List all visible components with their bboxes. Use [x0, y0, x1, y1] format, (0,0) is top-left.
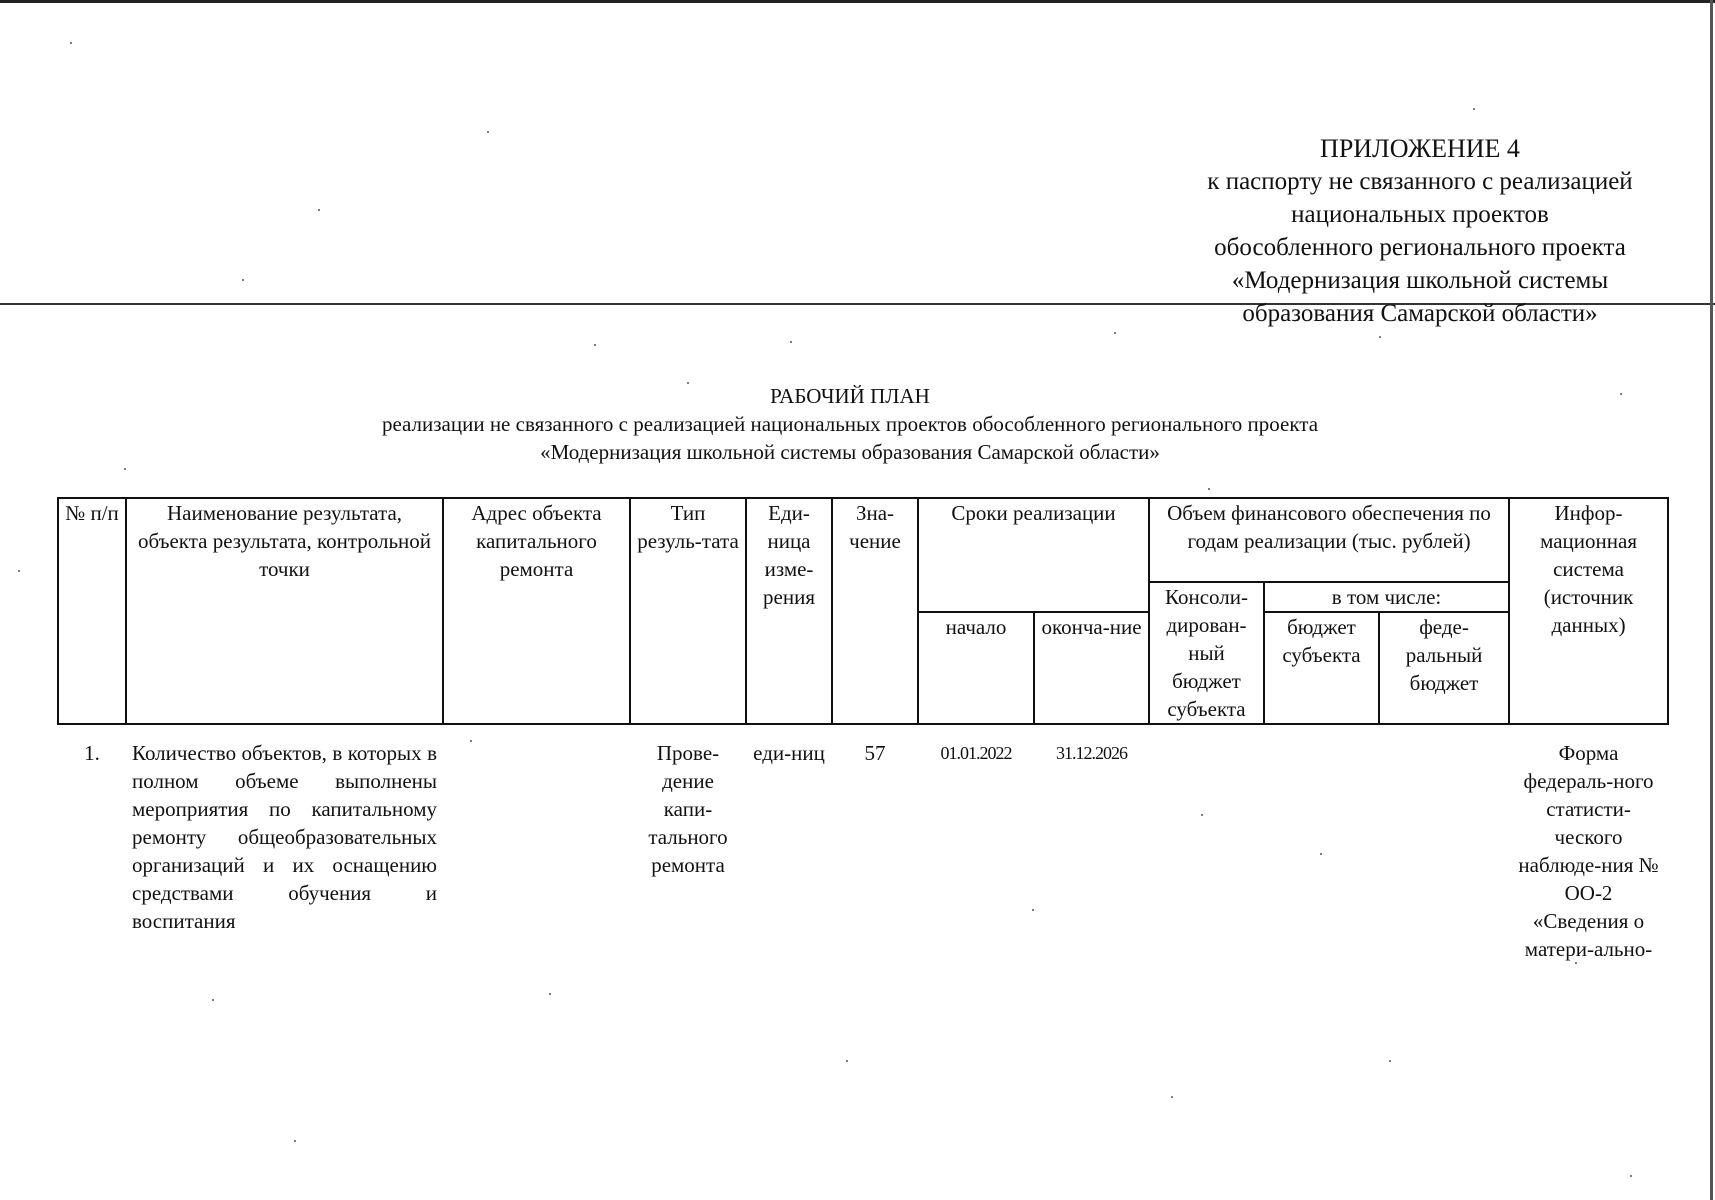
- scan-speck: [1630, 1175, 1632, 1177]
- row-num: 1.: [84, 741, 100, 765]
- header-federal-budget: феде-ральный бюджет: [1379, 612, 1509, 724]
- scan-speck: [294, 1140, 296, 1142]
- scan-speck: [1473, 108, 1475, 110]
- scan-speck: [487, 131, 489, 133]
- row-unit: еди-ниц: [753, 741, 825, 765]
- table-header: [58, 498, 1668, 724]
- row-name: Количество объектов, в которых в полном объеме выполнены мероприятия по капитальному ремонту общеобразовательных организаций и их оснащению средствами обучения и воспитания: [132, 741, 437, 933]
- scan-speck: [1032, 909, 1034, 911]
- scan-speck: [1620, 393, 1622, 395]
- row-consolidated-budget: [1149, 724, 1264, 963]
- table-row: [58, 724, 1668, 963]
- scan-speck: [124, 468, 126, 470]
- row-address: [443, 724, 630, 963]
- appendix-line: к паспорту не связанного с реализацией: [1207, 168, 1633, 195]
- plan-title-block: [200, 382, 1500, 466]
- scan-speck: [1389, 1060, 1391, 1062]
- scan-speck: [470, 740, 472, 742]
- header-name: Наименование результата, объекта результата, контрольной точки: [126, 498, 443, 724]
- row-value: 57: [864, 741, 886, 765]
- header-info-system: Инфор-мационная система (источник данных): [1509, 498, 1668, 724]
- header-including: в том числе:: [1264, 582, 1509, 612]
- scan-speck: [790, 341, 792, 343]
- scan-speck: [1379, 336, 1381, 338]
- scan-top-edge: [0, 0, 1715, 3]
- scan-speck: [594, 344, 596, 346]
- scan-speck: [549, 993, 551, 995]
- scan-speck: [212, 999, 214, 1001]
- row-type: Прове-дение капи-тального ремонта: [648, 741, 728, 877]
- row-federal-budget: [1379, 724, 1509, 963]
- header-consolidated-budget: Консоли-дирован-ный бюджет субъекта: [1149, 582, 1264, 724]
- scan-speck: [1208, 488, 1210, 490]
- plan-subtitle: реализации не связанного с реализацией национальных проектов обособленного регионального проекта: [381, 412, 1319, 436]
- plan-title: РАБОЧИЙ ПЛАН: [770, 384, 930, 408]
- appendix-line: обособленного регионального проекта: [1214, 234, 1626, 261]
- scan-speck: [1171, 1096, 1173, 1098]
- header-unit: Еди-ница изме-рения: [746, 498, 832, 724]
- scan-speck: [242, 279, 244, 281]
- scan-speck: [1201, 814, 1203, 816]
- header-num: № п/п: [58, 498, 126, 724]
- scan-speck: [1575, 962, 1577, 964]
- row-start-date: 01.01.2022: [940, 743, 1012, 763]
- header-subject-budget: бюджет субъекта: [1264, 612, 1379, 724]
- appendix-line: национальных проектов: [1291, 201, 1549, 228]
- scan-speck: [1114, 332, 1116, 334]
- plan-subtitle: «Модернизация школьной системы образования Самарской области»: [540, 440, 1160, 464]
- appendix-block: [1160, 132, 1680, 330]
- header-type: Тип резуль-тата: [630, 498, 746, 724]
- row-info-system: Форма федераль-ного статисти-ческого наблюде-ния № ОО-2 «Сведения о матери-ально-: [1518, 741, 1659, 961]
- scan-speck: [70, 42, 72, 44]
- header-address: Адрес объекта капитального ремонта: [443, 498, 630, 724]
- row-end-date: 31.12.2026: [1056, 743, 1127, 763]
- row-subject-budget: [1264, 724, 1379, 963]
- header-finance: Объем финансового обеспечения по годам реализации (тыс. рублей): [1149, 498, 1509, 582]
- work-plan-table: [57, 497, 1669, 963]
- scan-speck: [846, 1060, 848, 1062]
- appendix-line: образования Самарской области»: [1242, 300, 1598, 327]
- scan-right-edge: [1710, 0, 1713, 1200]
- appendix-line: «Модернизация школьной системы: [1231, 267, 1609, 294]
- scan-speck: [1320, 853, 1322, 855]
- header-terms: Сроки реализации: [918, 498, 1149, 612]
- appendix-title: ПРИЛОЖЕНИЕ 4: [1320, 134, 1520, 163]
- scan-speck: [687, 382, 689, 384]
- header-value: Зна-чение: [832, 498, 918, 724]
- scan-speck: [318, 209, 320, 211]
- header-terms-start: начало: [918, 612, 1034, 724]
- scan-speck: [18, 570, 20, 572]
- header-terms-end: оконча-ние: [1034, 612, 1149, 724]
